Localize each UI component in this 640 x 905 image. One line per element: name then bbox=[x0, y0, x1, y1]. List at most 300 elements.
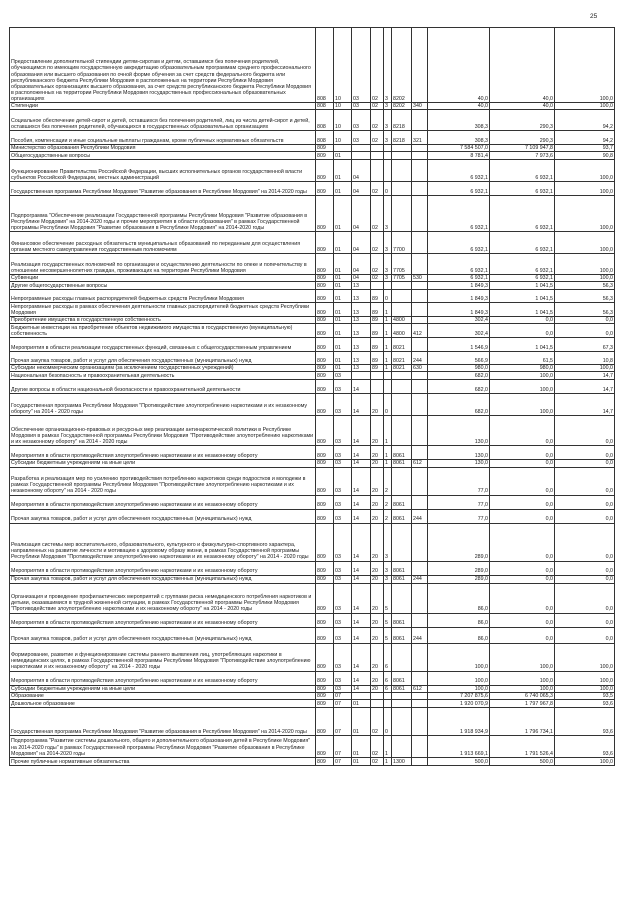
row-section: 03 bbox=[334, 394, 352, 416]
row-executed-amount: 1 041,5 bbox=[490, 282, 555, 290]
row-subprogram: 1 bbox=[384, 352, 392, 365]
table-row bbox=[10, 303, 615, 317]
row-grbs: 809 bbox=[316, 145, 334, 152]
row-plan-amount: 7 584 507,0 bbox=[428, 145, 490, 152]
row-grbs: 809 bbox=[316, 757, 334, 765]
row-direction: 8202 bbox=[392, 103, 412, 110]
row-name: Предоставление дополнительной стипендии детям-сиротам и детям, оставшимся без попечения родителей, обучающимся по имеющим государственную аккредитацию образовательным программам среднего профессионального образования или высшего образования по очной форме обучения за счет средств федерального бюджета или республиканского бюджета Республики Мордовия в расположенных на территории Республики Мордовия образовательных организациях высшего образования, за счет средств республиканского бюджета Республики Мордовия в расположенных на территории Республики Мордовия государственных профессиональных образовательных организациях bbox=[10, 28, 316, 103]
row-direction: 8218 bbox=[392, 110, 412, 131]
row-program: 20 bbox=[371, 509, 384, 523]
row-name: Стипендии bbox=[10, 103, 316, 110]
row-name: Реализация государственных полномочий по организации и осуществлению деятельности по опеке и попечительству в отношении несовершеннолетних граждан, проживающих на территории Республики Мордовия bbox=[10, 254, 316, 275]
row-plan-amount: 8 781,4 bbox=[428, 152, 490, 160]
row-name: Социальное обеспечение детей-сирот и детей, оставшихся без попечения родителей, лиц из числа детей-сирот и детей, оставшихся без попечения родителей, обучающихся в государственных образовательных организациях bbox=[10, 110, 316, 131]
row-plan-amount: 500,0 bbox=[428, 757, 490, 765]
row-subsection: 14 bbox=[352, 627, 371, 643]
row-percent: 100,0 bbox=[555, 196, 615, 232]
row-direction: 7705 bbox=[392, 275, 412, 282]
row-grbs: 809 bbox=[316, 352, 334, 365]
row-subprogram: 5 bbox=[384, 583, 392, 613]
row-subprogram: 2 bbox=[384, 509, 392, 523]
row-name: Прочая закупка товаров, работ и услуг для обеспечения государственных (муниципальных) нужд bbox=[10, 509, 316, 523]
row-percent: 100,0 bbox=[555, 757, 615, 765]
row-executed-amount: 1 797 967,8 bbox=[490, 699, 555, 707]
row-subprogram: 3 bbox=[384, 196, 392, 232]
row-direction: 4800 bbox=[392, 324, 412, 338]
row-name: Субсидии некоммерческим организациям (за исключением государственных учреждений) bbox=[10, 365, 316, 372]
row-subsection bbox=[352, 145, 371, 152]
row-section: 07 bbox=[334, 707, 352, 735]
row-subprogram: 0 bbox=[384, 707, 392, 735]
row-grbs: 808 bbox=[316, 110, 334, 131]
row-program: 02 bbox=[371, 254, 384, 275]
row-grbs: 809 bbox=[316, 303, 334, 317]
row-expense-type: 612 bbox=[412, 460, 428, 467]
row-executed-amount: 61,5 bbox=[490, 352, 555, 365]
row-name: Субсидии бюджетным учреждениям на иные цели bbox=[10, 460, 316, 467]
row-expense-type bbox=[412, 467, 428, 495]
row-section: 03 bbox=[334, 509, 352, 523]
row-executed-amount: 0,0 bbox=[490, 523, 555, 561]
table-row bbox=[10, 685, 615, 692]
row-subprogram: 6 bbox=[384, 643, 392, 671]
row-expense-type bbox=[412, 290, 428, 303]
row-subprogram: 3 bbox=[384, 131, 392, 145]
table-row bbox=[10, 523, 615, 561]
page-number: 25 bbox=[590, 13, 598, 20]
row-direction: 8021 bbox=[392, 365, 412, 372]
table-row bbox=[10, 583, 615, 613]
row-subprogram bbox=[384, 160, 392, 182]
row-executed-amount: 0,0 bbox=[490, 613, 555, 627]
row-direction: 8218 bbox=[392, 131, 412, 145]
row-subsection: 14 bbox=[352, 561, 371, 575]
row-expense-type bbox=[412, 254, 428, 275]
row-plan-amount: 1 849,3 bbox=[428, 303, 490, 317]
row-expense-type: 340 bbox=[412, 103, 428, 110]
row-name: Пособия, компенсации и иные социальные выплаты гражданам, кроме публичных нормативных обязательств bbox=[10, 131, 316, 145]
row-expense-type bbox=[412, 317, 428, 324]
row-name: Подпрограмма "Развитие системы дошкольного, общего и дополнительного образования детей в Республике Мордовия" на 2014-2020 годы" в рамках Государственной программы Республики Мордовия "Развитие образования в Республике Мордовия" на 2014-2020 годы bbox=[10, 735, 316, 757]
row-grbs: 809 bbox=[316, 561, 334, 575]
row-executed-amount: 7 973,6 bbox=[490, 152, 555, 160]
row-program bbox=[371, 699, 384, 707]
row-subsection: 14 bbox=[352, 380, 371, 394]
row-section: 03 bbox=[334, 627, 352, 643]
row-grbs: 809 bbox=[316, 160, 334, 182]
row-grbs: 809 bbox=[316, 182, 334, 196]
row-direction bbox=[392, 416, 412, 446]
row-percent: 100,0 bbox=[555, 643, 615, 671]
row-direction bbox=[392, 282, 412, 290]
row-subsection bbox=[352, 372, 371, 380]
row-section: 03 bbox=[334, 416, 352, 446]
row-subprogram: 0 bbox=[384, 394, 392, 416]
table-row bbox=[10, 561, 615, 575]
row-expense-type bbox=[412, 145, 428, 152]
row-percent: 0,0 bbox=[555, 467, 615, 495]
row-percent: 94,2 bbox=[555, 110, 615, 131]
row-plan-amount: 682,0 bbox=[428, 380, 490, 394]
row-direction bbox=[392, 380, 412, 394]
row-direction: 7705 bbox=[392, 254, 412, 275]
table-row bbox=[10, 380, 615, 394]
table-row bbox=[10, 196, 615, 232]
row-direction bbox=[392, 699, 412, 707]
row-subprogram bbox=[384, 380, 392, 394]
table-row bbox=[10, 495, 615, 509]
row-executed-amount: 7 109 947,8 bbox=[490, 145, 555, 152]
row-expense-type: 244 bbox=[412, 627, 428, 643]
row-plan-amount: 308,3 bbox=[428, 110, 490, 131]
row-program: 20 bbox=[371, 685, 384, 692]
row-expense-type bbox=[412, 232, 428, 254]
row-section: 07 bbox=[334, 757, 352, 765]
table-row bbox=[10, 317, 615, 324]
row-direction: 8061 bbox=[392, 446, 412, 460]
row-plan-amount: 86,0 bbox=[428, 627, 490, 643]
row-plan-amount: 302,4 bbox=[428, 317, 490, 324]
row-section: 01 bbox=[334, 290, 352, 303]
table-row bbox=[10, 254, 615, 275]
row-expense-type: 530 bbox=[412, 275, 428, 282]
row-subsection bbox=[352, 152, 371, 160]
row-expense-type: 412 bbox=[412, 324, 428, 338]
row-percent: 0,0 bbox=[555, 495, 615, 509]
row-subsection: 13 bbox=[352, 290, 371, 303]
table-row bbox=[10, 692, 615, 699]
row-expense-type bbox=[412, 160, 428, 182]
row-subsection: 04 bbox=[352, 182, 371, 196]
row-subprogram: 3 bbox=[384, 232, 392, 254]
row-direction bbox=[392, 394, 412, 416]
table-row bbox=[10, 446, 615, 460]
row-subprogram: 1 bbox=[384, 735, 392, 757]
row-program bbox=[371, 160, 384, 182]
row-section: 01 bbox=[334, 254, 352, 275]
row-percent: 14,7 bbox=[555, 372, 615, 380]
table-row bbox=[10, 416, 615, 446]
table-row bbox=[10, 467, 615, 495]
table-row bbox=[10, 735, 615, 757]
row-percent: 14,7 bbox=[555, 380, 615, 394]
row-plan-amount: 308,3 bbox=[428, 131, 490, 145]
row-percent: 0,0 bbox=[555, 523, 615, 561]
row-plan-amount: 6 932,1 bbox=[428, 160, 490, 182]
table-row bbox=[10, 575, 615, 583]
row-percent: 56,3 bbox=[555, 290, 615, 303]
row-name: Субвенции bbox=[10, 275, 316, 282]
row-grbs: 809 bbox=[316, 495, 334, 509]
row-plan-amount: 130,0 bbox=[428, 416, 490, 446]
row-subprogram bbox=[384, 692, 392, 699]
row-percent: 93,6 bbox=[555, 699, 615, 707]
row-program: 20 bbox=[371, 627, 384, 643]
row-program: 20 bbox=[371, 575, 384, 583]
table-row bbox=[10, 460, 615, 467]
row-section: 03 bbox=[334, 613, 352, 627]
row-name: Образование bbox=[10, 692, 316, 699]
row-plan-amount: 6 932,1 bbox=[428, 196, 490, 232]
row-percent: 93,6 bbox=[555, 707, 615, 735]
row-grbs: 809 bbox=[316, 467, 334, 495]
row-plan-amount: 289,0 bbox=[428, 561, 490, 575]
row-plan-amount: 1 918 934,9 bbox=[428, 707, 490, 735]
row-plan-amount: 6 932,1 bbox=[428, 254, 490, 275]
row-name: Мероприятия в области противодействия злоупотреблению наркотиками и их незаконному обороту bbox=[10, 495, 316, 509]
row-program: 02 bbox=[371, 182, 384, 196]
table-row bbox=[10, 509, 615, 523]
row-subsection: 04 bbox=[352, 196, 371, 232]
row-grbs: 809 bbox=[316, 394, 334, 416]
row-subprogram: 1 bbox=[384, 365, 392, 372]
row-subsection: 13 bbox=[352, 282, 371, 290]
row-percent: 0,0 bbox=[555, 416, 615, 446]
row-direction: 4800 bbox=[392, 317, 412, 324]
row-section: 03 bbox=[334, 643, 352, 671]
row-direction bbox=[392, 467, 412, 495]
row-grbs: 809 bbox=[316, 282, 334, 290]
row-subprogram bbox=[384, 699, 392, 707]
row-section: 07 bbox=[334, 735, 352, 757]
row-expense-type bbox=[412, 394, 428, 416]
row-plan-amount: 77,0 bbox=[428, 495, 490, 509]
row-subprogram: 3 bbox=[384, 254, 392, 275]
row-grbs: 809 bbox=[316, 372, 334, 380]
row-subsection: 13 bbox=[352, 365, 371, 372]
row-grbs: 809 bbox=[316, 324, 334, 338]
row-plan-amount: 1 546,9 bbox=[428, 338, 490, 352]
row-section: 10 bbox=[334, 110, 352, 131]
row-subsection: 14 bbox=[352, 613, 371, 627]
row-subsection: 14 bbox=[352, 467, 371, 495]
row-subsection: 04 bbox=[352, 232, 371, 254]
table-row bbox=[10, 394, 615, 416]
row-subsection: 01 bbox=[352, 707, 371, 735]
row-plan-amount: 86,0 bbox=[428, 613, 490, 627]
table-row bbox=[10, 110, 615, 131]
row-direction: 8021 bbox=[392, 338, 412, 352]
row-section: 01 bbox=[334, 324, 352, 338]
row-subsection: 04 bbox=[352, 254, 371, 275]
row-executed-amount: 100,0 bbox=[490, 372, 555, 380]
row-subsection: 01 bbox=[352, 757, 371, 765]
row-subsection: 03 bbox=[352, 28, 371, 103]
row-expense-type bbox=[412, 523, 428, 561]
row-plan-amount: 289,0 bbox=[428, 575, 490, 583]
row-executed-amount: 0,0 bbox=[490, 317, 555, 324]
row-executed-amount: 6 932,1 bbox=[490, 275, 555, 282]
row-percent: 94,2 bbox=[555, 131, 615, 145]
row-program: 02 bbox=[371, 131, 384, 145]
row-executed-amount: 100,0 bbox=[490, 671, 555, 685]
row-expense-type bbox=[412, 643, 428, 671]
row-subprogram: 1 bbox=[384, 317, 392, 324]
row-section: 03 bbox=[334, 671, 352, 685]
row-name: Бюджетные инвестиции на приобретение объектов недвижимого имущества в государственную (муниципальную) собственность bbox=[10, 324, 316, 338]
row-expense-type bbox=[412, 699, 428, 707]
table-row bbox=[10, 338, 615, 352]
row-section: 03 bbox=[334, 380, 352, 394]
row-expense-type bbox=[412, 182, 428, 196]
row-subprogram: 1 bbox=[384, 303, 392, 317]
row-executed-amount: 1 796 734,1 bbox=[490, 707, 555, 735]
row-subsection: 14 bbox=[352, 685, 371, 692]
row-subprogram: 2 bbox=[384, 467, 392, 495]
row-name: Обеспечение организационно-правовых и ресурсных мер реализации антинаркотической политики в Республике Мордовия в рамках Государственной программы Республики Мордовия "Противодействие злоупотреблению наркотиками и их незаконному обороту" на 2014 - 2020 годы bbox=[10, 416, 316, 446]
table-row bbox=[10, 131, 615, 145]
row-percent: 56,3 bbox=[555, 282, 615, 290]
row-subprogram: 3 bbox=[384, 275, 392, 282]
row-grbs: 809 bbox=[316, 523, 334, 561]
row-direction bbox=[392, 707, 412, 735]
budget-table bbox=[9, 27, 615, 766]
table-row bbox=[10, 613, 615, 627]
row-program bbox=[371, 380, 384, 394]
row-plan-amount: 77,0 bbox=[428, 509, 490, 523]
row-plan-amount: 980,0 bbox=[428, 365, 490, 372]
row-section: 01 bbox=[334, 275, 352, 282]
table-row bbox=[10, 757, 615, 765]
table-row bbox=[10, 182, 615, 196]
row-expense-type: 630 bbox=[412, 365, 428, 372]
row-expense-type bbox=[412, 735, 428, 757]
row-program: 02 bbox=[371, 735, 384, 757]
row-program: 02 bbox=[371, 232, 384, 254]
row-section: 10 bbox=[334, 131, 352, 145]
row-subsection: 13 bbox=[352, 352, 371, 365]
row-direction bbox=[392, 290, 412, 303]
row-subprogram: 3 bbox=[384, 561, 392, 575]
row-section: 03 bbox=[334, 372, 352, 380]
row-subprogram: 5 bbox=[384, 627, 392, 643]
row-executed-amount: 500,0 bbox=[490, 757, 555, 765]
row-grbs: 809 bbox=[316, 613, 334, 627]
row-name: Другие вопросы в области национальной безопасности и правоохранительной деятельности bbox=[10, 380, 316, 394]
row-percent: 0,0 bbox=[555, 561, 615, 575]
row-percent: 67,3 bbox=[555, 338, 615, 352]
row-subsection: 04 bbox=[352, 275, 371, 282]
row-subprogram: 3 bbox=[384, 575, 392, 583]
row-percent: 93,6 bbox=[555, 735, 615, 757]
row-expense-type bbox=[412, 380, 428, 394]
row-program: 20 bbox=[371, 671, 384, 685]
row-section bbox=[334, 145, 352, 152]
row-plan-amount: 7 207 875,6 bbox=[428, 692, 490, 699]
row-name: Реализация системы мер воспитательного, образовательного, культурного и физкультурно-спортивного характера, направленных на развитие личности и мотивацию к здоровому образу жизни, в рамках Государственной программы Республики Мордовия "Противодействие злоупотреблению наркотиками и их незаконному обороту" на 2014 - 2020 годы bbox=[10, 523, 316, 561]
row-name: Государственная программа Республики Мордовия "Развитие образования в Республике Мордовия" на 2014-2020 годы bbox=[10, 707, 316, 735]
row-percent: 100,0 bbox=[555, 232, 615, 254]
row-grbs: 809 bbox=[316, 317, 334, 324]
row-expense-type: 612 bbox=[412, 685, 428, 692]
row-program: 02 bbox=[371, 28, 384, 103]
row-section: 03 bbox=[334, 561, 352, 575]
row-name: Мероприятия в области противодействия злоупотреблению наркотиками и их незаконному обороту bbox=[10, 446, 316, 460]
row-percent: 0,0 bbox=[555, 317, 615, 324]
row-grbs: 809 bbox=[316, 699, 334, 707]
row-direction bbox=[392, 583, 412, 613]
row-program: 20 bbox=[371, 495, 384, 509]
row-executed-amount: 0,0 bbox=[490, 324, 555, 338]
row-subsection: 14 bbox=[352, 446, 371, 460]
table-row bbox=[10, 232, 615, 254]
row-program: 20 bbox=[371, 394, 384, 416]
row-section: 03 bbox=[334, 523, 352, 561]
row-name: Непрограммные расходы главных распорядителей бюджетных средств Республики Мордовия bbox=[10, 290, 316, 303]
row-program bbox=[371, 152, 384, 160]
row-expense-type bbox=[412, 152, 428, 160]
row-executed-amount: 0,0 bbox=[490, 583, 555, 613]
row-direction: 8061 bbox=[392, 509, 412, 523]
row-program: 20 bbox=[371, 467, 384, 495]
row-program: 89 bbox=[371, 317, 384, 324]
row-grbs: 809 bbox=[316, 196, 334, 232]
row-percent: 0,0 bbox=[555, 446, 615, 460]
row-executed-amount: 6 740 065,3 bbox=[490, 692, 555, 699]
row-expense-type bbox=[412, 446, 428, 460]
row-plan-amount: 6 932,1 bbox=[428, 275, 490, 282]
table-row bbox=[10, 699, 615, 707]
row-executed-amount: 290,3 bbox=[490, 131, 555, 145]
row-subprogram: 1 bbox=[384, 324, 392, 338]
row-executed-amount: 0,0 bbox=[490, 627, 555, 643]
row-subprogram: 5 bbox=[384, 613, 392, 627]
row-expense-type bbox=[412, 671, 428, 685]
row-section: 01 bbox=[334, 352, 352, 365]
row-name: Формирование, развитие и функционирование системы раннего выявления лиц, употребляющих наркотики в немедицинских целях, в рамках Государственной программы Республики Мордовия "Противодействие злоупотреблению наркотиками и их незаконному обороту" на 2014 - 2020 годы bbox=[10, 643, 316, 671]
row-subsection: 14 bbox=[352, 509, 371, 523]
row-grbs: 808 bbox=[316, 28, 334, 103]
row-grbs: 809 bbox=[316, 685, 334, 692]
row-percent: 93,7 bbox=[555, 145, 615, 152]
row-section: 03 bbox=[334, 460, 352, 467]
table-row bbox=[10, 365, 615, 372]
row-name: Прочая закупка товаров, работ и услуг для обеспечения государственных (муниципальных) нужд bbox=[10, 352, 316, 365]
table-row bbox=[10, 352, 615, 365]
row-subprogram: 1 bbox=[384, 416, 392, 446]
row-section: 01 bbox=[334, 232, 352, 254]
row-grbs: 809 bbox=[316, 290, 334, 303]
row-plan-amount: 1 849,3 bbox=[428, 290, 490, 303]
row-section: 07 bbox=[334, 692, 352, 699]
row-executed-amount: 0,0 bbox=[490, 416, 555, 446]
row-expense-type bbox=[412, 372, 428, 380]
row-section: 01 bbox=[334, 152, 352, 160]
row-expense-type bbox=[412, 707, 428, 735]
row-program: 20 bbox=[371, 460, 384, 467]
row-plan-amount: 1 849,3 bbox=[428, 282, 490, 290]
row-executed-amount: 6 932,1 bbox=[490, 160, 555, 182]
row-name: Дошкольное образование bbox=[10, 699, 316, 707]
row-subsection: 14 bbox=[352, 460, 371, 467]
row-plan-amount: 6 932,1 bbox=[428, 232, 490, 254]
row-grbs: 809 bbox=[316, 275, 334, 282]
row-subsection: 01 bbox=[352, 735, 371, 757]
row-subsection: 14 bbox=[352, 394, 371, 416]
table-row bbox=[10, 372, 615, 380]
row-executed-amount: 1 041,5 bbox=[490, 303, 555, 317]
table-row bbox=[10, 707, 615, 735]
row-executed-amount: 40,0 bbox=[490, 103, 555, 110]
row-grbs: 809 bbox=[316, 735, 334, 757]
row-subsection: 04 bbox=[352, 160, 371, 182]
row-grbs: 809 bbox=[316, 583, 334, 613]
row-grbs: 809 bbox=[316, 707, 334, 735]
row-plan-amount: 682,0 bbox=[428, 394, 490, 416]
table-row bbox=[10, 643, 615, 671]
row-plan-amount: 100,0 bbox=[428, 671, 490, 685]
row-percent: 0,0 bbox=[555, 575, 615, 583]
